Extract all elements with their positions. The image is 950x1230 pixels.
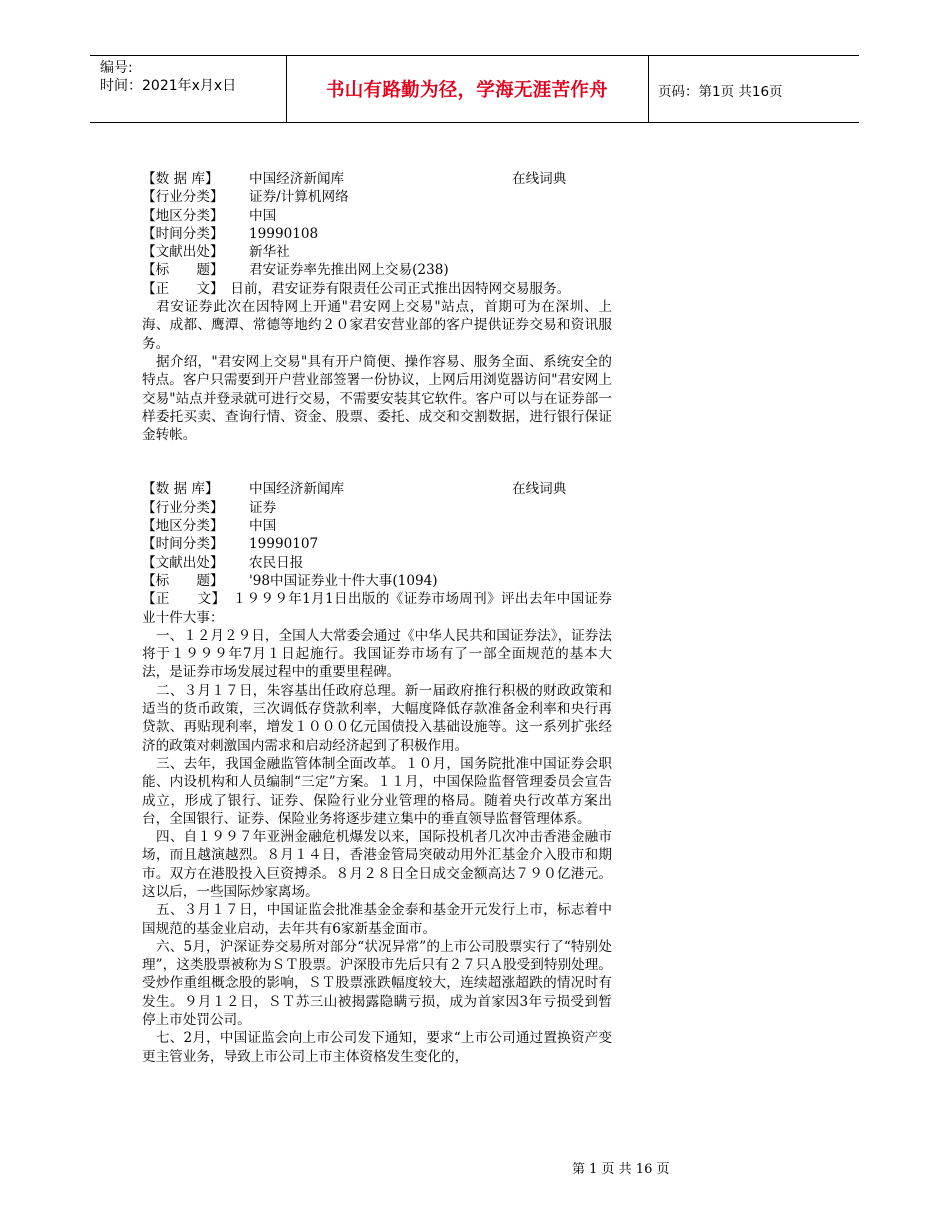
article-paragraph: 六、5月，沪深证券交易所对部分“状况异常”的上市公司股票实行了“特别处理”，这类股票被称为ＳＴ股票。沪深股市先后只有２７只Ａ股受到特别处理。受炒作重组概念股的影响，ＳＴ股票涨跌幅度较大，连续超涨超跌的情况时有发生。９月１２日，ＳＴ苏三山被揭露隐瞒亏损，成为首家因3年亏损受到暂停上市处罚公司。 [142, 938, 612, 1029]
article-separator [142, 444, 612, 480]
number-label: 编号: [100, 60, 133, 76]
article-paragraph: 七、2月，中国证监会向上市公司发下通知，要求“上市公司通过置换资产变更主管业务，导致上市公司上市主体资格发生变化的， [142, 1030, 612, 1065]
meta-value: 中国经济新闻库 [249, 171, 345, 187]
header-page-label: 页码：第1页 共16页 [658, 84, 783, 100]
article-paragraph: 据介绍，"君安网上交易"具有开户简便、操作容易、服务全面、系统安全的特点。客户只需要到开户营业部签署一份协议，上网后用浏览器访问"君安网上交易"站点并登录就可进行交易，不需要安装其它软件。客户可以与在证券部一样委托买卖、查询行情、资金、股票、委托、成交和交割数据，进行银行保证金转帐。 [142, 353, 612, 444]
meta-row [142, 243, 612, 261]
time-label: 时间：2021年x月x日 [100, 78, 237, 94]
meta-key: 【文献出处】 [142, 244, 224, 261]
meta-right: 在线词典 [512, 171, 567, 187]
meta-key: 【时间分类】 [142, 536, 224, 553]
meta-right: 在线词典 [512, 481, 567, 498]
article-paragraph: 君安证券此次在因特网上开通"君安网上交易"站点，首期可为在深圳、上海、成都、鹰潭、常德等地约２０家君安营业部的客户提供证券交易和资讯服务。 [142, 299, 612, 352]
meta-value: 新华社 [249, 244, 290, 261]
meta-row [142, 499, 612, 517]
meta-row [142, 225, 612, 243]
header-motto: 书山有路勤为径，学海无涯苦作舟 [325, 80, 608, 101]
article [142, 480, 612, 1066]
meta-value: 证券 [249, 499, 277, 516]
meta-key: 【地区分类】 [142, 207, 224, 224]
meta-key: 【地区分类】 [142, 518, 224, 535]
meta-row [142, 188, 612, 206]
meta-key: 【文献出处】 [142, 554, 224, 571]
meta-row [142, 572, 612, 590]
meta-value: '98中国证券业十件大事(1094) [249, 572, 438, 589]
article-body-lead: 【正 文】 １９９９年1月1日出版的《证券市场周刊》评出去年中国证券业十件大事： [142, 591, 612, 626]
meta-value: 19990108 [249, 225, 319, 242]
meta-key: 【行业分类】 [142, 499, 224, 516]
article-paragraph: 四、自１９９７年亚洲金融危机爆发以来，国际投机者几次冲击香港金融市场，而且越演越烈。８月１４日，香港金管局突破动用外汇基金介入股市和期市。双方在港股投入巨资搏杀。８月２８日全日成交金额高达７９０亿港元。这以后，一些国际炒家离场。 [142, 829, 612, 900]
article-paragraph: 三、去年，我国金融监管体制全面改革。１０月，国务院批准中国证券会职能、内设机构和人员编制“三定”方案。１１月，中国保险监督管理委员会宣告成立，形成了银行、证券、保险行业分业管理的格局。随着央行改革方案出台，全国银行、证券、保险业务将逐步建立集中的垂直领导监督管理体系。 [142, 755, 612, 827]
meta-value: 中国经济新闻库 [249, 481, 345, 498]
document-body [142, 170, 612, 1066]
meta-value: 19990107 [249, 536, 319, 553]
article-body-lead: 【正 文】 日前，君安证券有限责任公司正式推出因特网交易服务。 [142, 280, 571, 297]
meta-row [142, 517, 612, 535]
header-divider [648, 56, 649, 122]
meta-value: 农民日报 [249, 554, 304, 571]
meta-key: 【时间分类】 [142, 225, 224, 242]
page-footer: 第 1 页 共 16 页 [572, 1162, 670, 1177]
meta-row [142, 480, 612, 498]
article-paragraph: 二、３月１７日，朱容基出任政府总理。新一届政府推行积极的财政政策和适当的货币政策，三次调低存贷款利率，大幅度降低存款准备金利率和央行再贷款、再贴现利率，增发１０００亿元国债投入基础设施等。这一系列扩张经济的政策对刺激国内需求和启动经济起到了积极作用。 [142, 682, 612, 754]
meta-key: 【数 据 库】 [142, 481, 219, 498]
article-paragraph: 一、１２月２９日，全国人大常委会通过《中华人民共和国证券法》，证券法将于１９９９年7月１日起施行。我国证券市场有了一部全面规范的基本大法，是证券市场发展过程中的重要里程碑。 [142, 627, 612, 681]
meta-value: 中国 [249, 207, 277, 224]
meta-row [142, 207, 612, 225]
meta-value: 君安证券率先推出网上交易(238) [249, 262, 449, 279]
document-header [90, 55, 859, 123]
meta-key: 【行业分类】 [142, 189, 224, 206]
meta-row [142, 261, 612, 279]
meta-key: 【数 据 库】 [142, 171, 219, 187]
meta-row [142, 170, 612, 188]
header-info [100, 59, 236, 95]
meta-row [142, 535, 612, 553]
meta-row [142, 554, 612, 572]
meta-key: 【标 题】 [142, 572, 224, 589]
article [142, 170, 612, 444]
meta-value: 证券/计算机网络 [249, 189, 349, 206]
meta-key: 【标 题】 [142, 262, 224, 279]
article-paragraph: 五、３月１７日，中国证监会批准基金金泰和基金开元发行上市，标志着中国规范的基金业启动，去年共有6家新基金面市。 [142, 902, 612, 937]
meta-value: 中国 [249, 518, 277, 535]
